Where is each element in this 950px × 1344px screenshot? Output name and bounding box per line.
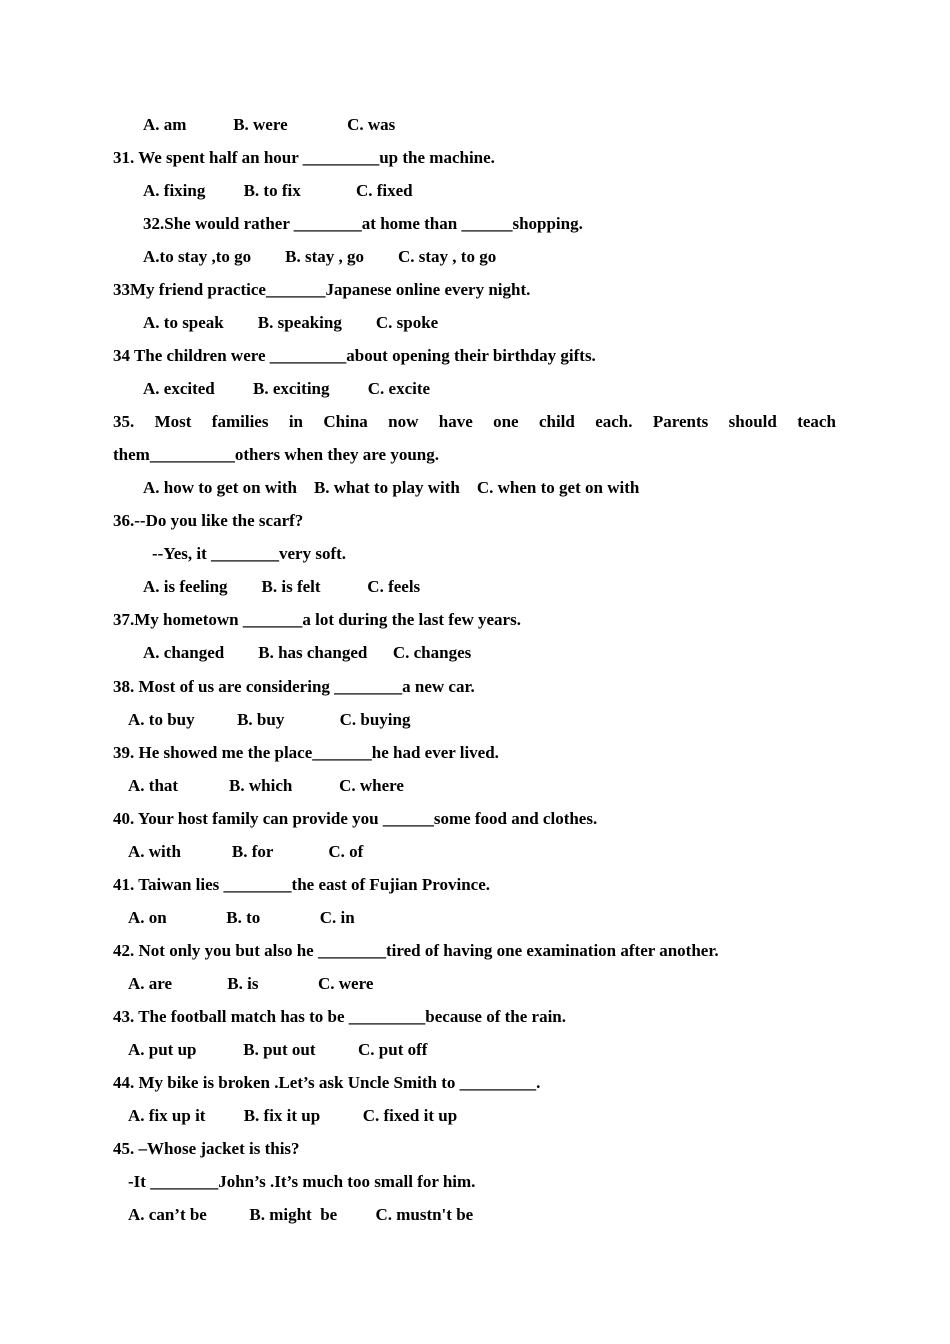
q39-options: A. that B. which C. where	[128, 776, 404, 795]
q45-question: 45. –Whose jacket is this?	[113, 1139, 300, 1158]
q35-question-line2: them__________others when they are young.	[113, 445, 439, 464]
q32-options: A.to stay ,to go B. stay , go C. stay , to go	[143, 247, 497, 266]
q36-question: 36.--Do you like the scarf?	[113, 511, 304, 530]
q35-word: Most	[154, 412, 192, 431]
q36-options: A. is feeling B. is felt C. feels	[143, 577, 421, 596]
q44-question: 44. My bike is broken .Let’s ask Uncle Smith to _________.	[113, 1073, 541, 1092]
q31-question: 31. We spent half an hour _________up the machine.	[113, 148, 495, 167]
q41-question: 41. Taiwan lies ________the east of Fujian Province.	[113, 875, 490, 894]
q35-word: teach	[797, 412, 836, 431]
q35-options: A. how to get on with B. what to play with C. when to get on with	[143, 478, 640, 497]
q36-answer: --Yes, it ________very soft.	[152, 544, 347, 563]
q35-word: in	[288, 412, 303, 431]
q35-word: have	[438, 412, 473, 431]
q37-question: 37.My hometown _______a lot during the last few years.	[113, 610, 521, 629]
q33-question: 33My friend practice_______Japanese online every night.	[113, 280, 531, 299]
q40-question: 40. Your host family can provide you ______some food and clothes.	[113, 809, 598, 828]
q35-question-line1	[113, 412, 836, 432]
q31-options: A. fixing B. to fix C. fixed	[143, 181, 413, 200]
q35-word: child	[538, 412, 575, 431]
q32-question: 32.She would rather ________at home than ______shopping.	[143, 214, 583, 233]
q38-options: A. to buy B. buy C. buying	[128, 710, 411, 729]
q45-options: A. can’t be B. might be C. mustn't be	[128, 1205, 474, 1224]
q41-options: A. on B. to C. in	[128, 908, 355, 927]
q34-options: A. excited B. exciting C. excite	[143, 379, 431, 398]
q35-word: each.	[595, 412, 633, 431]
q30-options: A. am B. were C. was	[143, 115, 396, 134]
q34-question: 34 The children were _________about opening their birthday gifts.	[113, 346, 596, 365]
q35-word: now	[388, 412, 419, 431]
q35-word: families	[211, 412, 269, 431]
q43-question: 43. The football match has to be _________because of the rain.	[113, 1007, 567, 1026]
q43-options: A. put up B. put out C. put off	[128, 1040, 428, 1059]
q45-answer: -It ________John’s .It’s much too small for him.	[128, 1172, 476, 1191]
q35-word: China	[323, 412, 368, 431]
q37-options: A. changed B. has changed C. changes	[143, 643, 472, 662]
q33-options: A. to speak B. speaking C. spoke	[143, 313, 439, 332]
q35-word: 35.	[113, 412, 135, 431]
q35-word: Parents	[652, 412, 709, 431]
q35-word: one	[493, 412, 519, 431]
q44-options: A. fix up it B. fix it up C. fixed it up	[128, 1106, 458, 1125]
q42-question: 42. Not only you but also he ________tired of having one examination after another.	[113, 941, 719, 960]
q40-options: A. with B. for C. of	[128, 842, 364, 861]
q38-question: 38. Most of us are considering ________a new car.	[113, 677, 475, 696]
q35-word: should	[728, 412, 777, 431]
q42-options: A. are B. is C. were	[128, 974, 374, 993]
q39-question: 39. He showed me the place_______he had ever lived.	[113, 743, 499, 762]
